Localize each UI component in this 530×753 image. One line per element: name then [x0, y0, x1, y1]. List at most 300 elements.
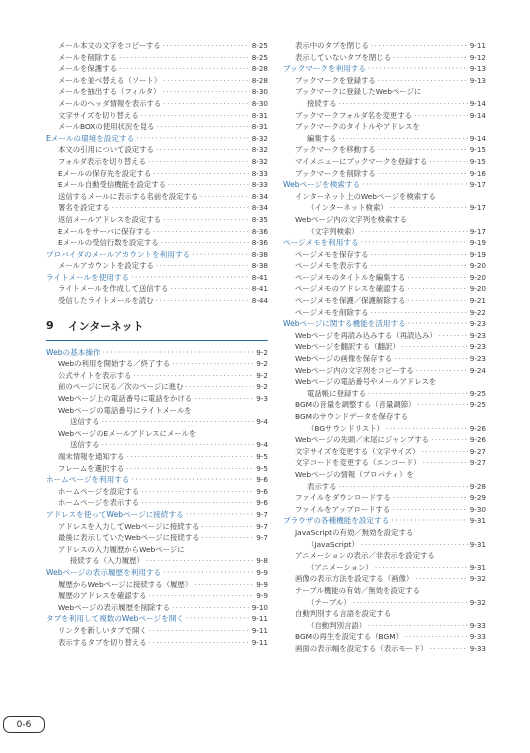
toc-section-entry [46, 133, 268, 145]
toc-entry-title: Webページの電話番号にライトメールを [58, 405, 192, 415]
toc-entry [46, 214, 268, 226]
toc-entry [283, 121, 486, 133]
toc-entry-title: ページメモのアドレスを確認する [295, 284, 406, 294]
toc-leader-dots [102, 439, 255, 451]
toc-leader-dots [390, 202, 468, 214]
toc-section-entry [283, 318, 486, 330]
toc-entry [46, 40, 268, 52]
toc-page-number: 9-3 [256, 394, 268, 404]
toc-page-number: 9-9 [256, 591, 268, 601]
toc-entry [283, 388, 486, 400]
toc-entry-title: 自動判別する言語を設定する [295, 609, 392, 619]
toc-entry [283, 446, 486, 458]
toc-page-number: 9-14 [469, 98, 486, 108]
toc-entry-title: 送信する [70, 417, 100, 427]
toc-entry-title: Webページの表示履歴を利用する [46, 567, 162, 577]
toc-entry-title: フォルダ表示を切り替える [58, 156, 147, 166]
toc-entry-title: 表示する [307, 481, 337, 491]
toc-page-number: 9-2 [256, 370, 268, 380]
toc-entry-title: 送信する [70, 440, 100, 450]
toc-entry [46, 98, 268, 110]
toc-page-number: 9-23 [469, 354, 486, 364]
toc-entry-title: ブックマークのタイトルやアドレスを [295, 122, 420, 132]
toc-page-number: 9-7 [256, 509, 268, 519]
toc-page-number: 9-13 [469, 75, 486, 85]
toc-entry-title: Webページの情報（プロパティ）を [295, 469, 414, 479]
toc-entry [283, 457, 486, 469]
toc-page-number: 9-11 [251, 614, 268, 624]
toc-entry-title: （テーブル） [307, 597, 351, 607]
toc-leader-dots [392, 504, 467, 516]
toc-entry [283, 597, 486, 609]
toc-page-number: 9-11 [469, 41, 486, 50]
toc-page-number: 9-8 [256, 556, 268, 566]
toc-page-number: 9-29 [469, 493, 486, 503]
toc-entry-title: メールを保護する [58, 64, 117, 74]
toc-entry-title: プロバイダのメールアカウントを利用する [46, 249, 191, 259]
toc-entry-title: 電話帳に登録する [307, 388, 367, 398]
toc-entry [283, 226, 486, 238]
toc-section-entry [46, 249, 268, 261]
toc-leader-dots [386, 423, 468, 435]
toc-page-number: 9-11 [251, 637, 268, 647]
toc-leader-dots [131, 272, 250, 284]
toc-page-number: 8-30 [251, 87, 268, 97]
toc-entry [46, 486, 268, 498]
toc-leader-dots [353, 597, 468, 609]
toc-entry-title: 表示していないタブを閉じる [295, 52, 392, 62]
toc-entry-title: ライトメールを作成して送信する [58, 284, 169, 294]
toc-entry-title: （JavaScript） [307, 539, 359, 549]
toc-entry-title: メールを削除する [58, 52, 117, 62]
toc-leader-dots [415, 573, 467, 585]
toc-leader-dots [157, 121, 250, 133]
toc-entry-title: ページメモを利用する [283, 238, 359, 248]
toc-entry [283, 527, 486, 539]
toc-page-number: 9-21 [469, 296, 486, 306]
toc-page-number: 8-25 [251, 52, 268, 62]
toc-entry-title: ページメモを保存する [295, 249, 369, 259]
toc-entry-title: ホームページを表示する [58, 498, 140, 508]
toc-leader-dots [202, 532, 255, 544]
toc-page-number: 9-17 [469, 203, 486, 213]
toc-entry-title: Webページを検索する [283, 180, 361, 190]
toc-entry [283, 608, 486, 620]
toc-entry-title: ページメモを削除する [295, 307, 369, 317]
toc-page-number: 9-2 [256, 382, 268, 392]
toc-page-number: 9-30 [469, 504, 486, 514]
toc-entry-title: Eメールの環境を設定する [46, 133, 135, 143]
toc-entry-title: メールを抽出する（フィルタ） [58, 87, 161, 97]
toc-entry-title: 画面の表示幅を設定する（表示モード） [295, 643, 428, 653]
toc-leader-dots [153, 168, 249, 180]
toc-leader-dots [163, 567, 254, 579]
toc-entry [283, 550, 486, 562]
toc-page-number: 8-32 [251, 133, 268, 143]
toc-section-entry [46, 509, 268, 521]
toc-entry [46, 144, 268, 156]
toc-entry [283, 40, 486, 52]
toc-page-number: 8-38 [251, 249, 268, 259]
toc-leader-dots [368, 388, 468, 400]
toc-page-number: 9-9 [256, 567, 268, 577]
toc-page-number: 9-20 [469, 261, 486, 271]
toc-entry [283, 295, 486, 307]
toc-page-number: 8-28 [251, 75, 268, 85]
toc-entry [46, 497, 268, 509]
toc-leader-dots [149, 637, 250, 649]
toc-entry-title: Webページを再読み込みする（再読込み） [295, 330, 437, 340]
toc-page-number: 8-38 [251, 261, 268, 271]
toc-entry [283, 504, 486, 516]
toc-leader-dots [168, 179, 250, 191]
toc-entry [46, 110, 268, 122]
toc-entry [46, 202, 268, 214]
toc-section-entry [283, 515, 486, 527]
toc-entry-title: 前のページに戻る／次のページに進む [58, 382, 184, 392]
toc-leader-dots [163, 40, 250, 52]
toc-entry-title: BGMのサウンドデータを保存する [295, 412, 409, 421]
toc-entry [283, 411, 486, 423]
toc-leader-dots [148, 156, 250, 168]
toc-leader-dots [378, 144, 468, 156]
toc-section-entry [46, 347, 268, 359]
toc-leader-dots [391, 515, 467, 527]
toc-entry-title: ライトメールを使用する [46, 272, 130, 282]
toc-leader-dots [136, 133, 250, 145]
toc-leader-dots [141, 110, 250, 122]
toc-leader-dots [112, 202, 250, 214]
toc-page-number: 9-17 [469, 226, 486, 236]
toc-entry-title: メール本文の文字をコピーする [58, 41, 161, 50]
toc-entry-title: メールBOXの使用状況を見る [58, 122, 155, 132]
toc-section-entry [46, 613, 268, 625]
toc-entry [46, 637, 268, 649]
toc-entry-title: インターネット上のWebページを検索する [295, 191, 436, 201]
toc-entry [46, 521, 268, 533]
toc-page-number: 9-14 [469, 133, 486, 143]
toc-entry-title: マイメニューにブックマークを登録する [295, 156, 428, 166]
toc-section-entry [46, 272, 268, 284]
toc-page-number: 8-31 [251, 110, 268, 120]
toc-page-number: 9-31 [469, 516, 486, 526]
toc-leader-dots [156, 260, 250, 272]
toc-group-mail [46, 40, 268, 307]
toc-entry [46, 428, 268, 440]
toc-entry [283, 620, 486, 632]
toc-leader-dots [149, 625, 250, 637]
toc-leader-dots [361, 226, 468, 238]
toc-page-number: 9-6 [256, 498, 268, 508]
toc-entry-title: フレームを選択する [58, 463, 125, 473]
toc-leader-dots [148, 590, 254, 602]
toc-leader-dots [133, 370, 254, 382]
toc-leader-dots [126, 463, 254, 475]
toc-page-number: 8-28 [251, 64, 268, 74]
toc-entry-title: 履歴のアドレスを確認する [58, 591, 147, 601]
toc-leader-dots [127, 451, 255, 463]
toc-entry-title: Eメール自動受信機能を設定する [58, 180, 166, 190]
toc-page-number: 9-32 [469, 574, 486, 584]
toc-entry-title: Webページ内の文字列を検索する [295, 214, 408, 224]
toc-entry [46, 283, 268, 295]
toc-leader-dots [186, 509, 255, 521]
toc-page-number: 9-15 [469, 156, 486, 166]
toc-entry [46, 156, 268, 168]
toc-leader-dots [418, 399, 468, 411]
toc-entry-title: 接続する [307, 98, 337, 108]
toc-entry [283, 260, 486, 272]
toc-section-entry [283, 179, 486, 191]
toc-leader-dots [172, 358, 254, 370]
page-number-badge: 0-6 [3, 716, 45, 733]
toc-page-number: 9-23 [469, 342, 486, 352]
toc-entry-title: Eメールの受信行数を設定する [58, 238, 159, 248]
toc-entry [283, 492, 486, 504]
toc-entry [283, 341, 486, 353]
toc-page-number: 9-20 [469, 272, 486, 282]
toc-leader-dots [378, 75, 468, 87]
toc-entry [283, 376, 486, 388]
toc-entry [46, 544, 268, 556]
toc-entry [46, 191, 268, 203]
toc-page-number: 8-44 [251, 296, 268, 306]
toc-entry [46, 358, 268, 370]
toc-entry [283, 202, 486, 214]
toc-entry-title: Webページに関する機能を活用する [283, 319, 406, 329]
toc-entry-title: 受信したライトメールを読む [58, 296, 154, 306]
toc-entry [283, 585, 486, 597]
toc-section-entry [283, 63, 486, 75]
toc-entry-title: 編集する [307, 133, 337, 143]
toc-entry [46, 555, 268, 567]
toc-leader-dots [408, 295, 468, 307]
toc-page-number: 9-5 [256, 452, 268, 461]
toc-entry [46, 625, 268, 637]
toc-page-number: 8-33 [251, 168, 268, 178]
toc-entry-title: （アニメーション） [307, 562, 373, 572]
toc-entry-title: Eメールをサーバに保存する [58, 226, 151, 236]
toc-entry [283, 144, 486, 156]
toc-leader-dots [163, 98, 249, 110]
toc-entry-title: Webページ上の電話番号に電話をかける [58, 394, 193, 404]
toc-entry-title: 文字コードを変更する（エンコード） [295, 458, 421, 468]
toc-entry [283, 168, 486, 180]
toc-page-number: 9-2 [256, 359, 268, 369]
toc-entry-title: 端末情報を通知する [58, 452, 125, 461]
toc-leader-dots [368, 63, 468, 75]
toc-column-left [46, 40, 268, 648]
toc-leader-dots [402, 341, 468, 353]
toc-page-number: 9-6 [256, 475, 268, 485]
toc-section-entry [46, 474, 268, 486]
toc-entry-title: BGMの再生を設定する（BGM） [295, 632, 403, 642]
toc-entry-title: ブックマークを登録する [295, 75, 376, 85]
toc-page-number: 9-22 [469, 307, 486, 317]
toc-entry-title: WebページのEメールアドレスにメールを [58, 428, 197, 438]
toc-entry-title: ホームページを設定する [58, 486, 140, 496]
toc-entry [283, 469, 486, 481]
toc-entry-title: メールを並べ替える（ソート） [58, 75, 162, 85]
toc-entry-title: アニメーションの表示／非表示を設定する [295, 551, 435, 561]
toc-entry-title: 最後に表示していたWebページに接続する [58, 533, 200, 543]
toc-entry [46, 168, 268, 180]
toc-entry-title: Webページを翻訳する（翻訳） [295, 342, 400, 352]
toc-page-number: 9-12 [469, 52, 486, 62]
toc-leader-dots [439, 330, 468, 342]
toc-entry-title: タブを利用して複数のWebページを開く [46, 614, 184, 624]
toc-entry [283, 249, 486, 261]
toc-entry [283, 214, 486, 226]
toc-leader-dots [421, 446, 467, 458]
toc-page-number: 9-26 [469, 435, 486, 445]
toc-leader-dots [146, 555, 254, 567]
toc-leader-dots [408, 318, 468, 330]
toc-entry-title: 文字サイズを切り替える [58, 110, 139, 120]
toc-entry-title: ブックマークを利用する [283, 64, 366, 74]
toc-leader-dots [393, 492, 468, 504]
toc-entry [283, 156, 486, 168]
toc-leader-dots [163, 75, 249, 87]
toc-page-number: 9-19 [469, 249, 486, 259]
toc-leader-dots [407, 272, 467, 284]
toc-entry [283, 434, 486, 446]
toc-entry [46, 451, 268, 463]
toc-entry [283, 481, 486, 493]
toc-leader-dots [200, 191, 249, 203]
toc-entry [283, 86, 486, 98]
toc-page-number: 8-35 [251, 214, 268, 224]
toc-leader-dots [371, 40, 468, 52]
toc-leader-dots [194, 579, 254, 591]
toc-entry-title: ホームページを利用する [46, 475, 130, 485]
toc-entry [283, 353, 486, 365]
toc-page-number: 8-25 [251, 41, 268, 50]
toc-leader-dots [361, 539, 468, 551]
toc-entry-title: 履歴からWebページに接続する（履歴） [58, 579, 193, 589]
toc-entry-title: ファイルをダウンロードする [295, 493, 391, 503]
toc-entry-title: Webページ内の文字列をコピーする [295, 365, 414, 375]
toc-entry [283, 562, 486, 574]
toc-entry-title: ブックマークに登録したWebページに [295, 87, 422, 97]
toc-page-number: 9-33 [469, 620, 486, 630]
toc-entry [283, 399, 486, 411]
toc-leader-dots [371, 307, 468, 319]
toc-leader-dots [153, 226, 250, 238]
toc-page-number: 9-13 [469, 64, 486, 74]
toc-entry-title: アドレスを入力してWebページに接続する [58, 521, 200, 531]
toc-leader-dots [162, 86, 249, 98]
toc-entry [46, 295, 268, 307]
toc-entry-title: 公式サイトを表示する [58, 370, 132, 380]
toc-group-internet [46, 347, 268, 648]
toc-section-entry [46, 567, 268, 579]
toc-entry-title: 送信するメールに表示する名前を設定する [58, 191, 199, 201]
toc-entry-title: BGMの音量を調整する（音量調節） [295, 400, 416, 410]
toc-page-number: 9-17 [469, 180, 486, 190]
toc-leader-dots [368, 620, 468, 632]
toc-leader-dots [194, 393, 254, 405]
toc-page-number: 9-23 [469, 319, 486, 329]
toc-page-number: 9-9 [256, 579, 268, 589]
toc-leader-dots [141, 486, 254, 498]
toc-page-number: 8-31 [251, 122, 268, 132]
toc-entry [283, 98, 486, 110]
toc-entry-title: 署名を設定する [58, 203, 110, 213]
toc-entry [283, 191, 486, 203]
toc-entry-title: 画像の表示方法を設定する（画像） [295, 574, 414, 584]
toc-entry [46, 405, 268, 417]
toc-leader-dots [416, 365, 468, 377]
toc-entry-title: メールのヘッダ情報を表示する [58, 98, 162, 108]
toc-leader-dots [339, 133, 468, 145]
toc-page-number: 9-23 [469, 330, 486, 340]
toc-leader-dots [186, 613, 250, 625]
toc-entry [46, 52, 268, 64]
toc-page-number: 9-25 [469, 388, 486, 398]
toc-entry [46, 416, 268, 428]
toc-entry-title: Webの利用を開始する／終了する [58, 359, 171, 369]
toc-page-number: 9-4 [256, 440, 268, 450]
toc-entry-title: ブックマークを削除する [295, 168, 376, 178]
toc-leader-dots [119, 63, 250, 75]
toc-entry [46, 260, 268, 272]
toc-leader-dots [339, 481, 468, 493]
toc-page-number: 8-33 [251, 180, 268, 190]
toc-entry-title: ページメモを保護／保護解除する [295, 296, 406, 306]
toc-entry-title: （インターネット検索） [307, 203, 388, 213]
toc-entry [46, 463, 268, 475]
toc-leader-dots [371, 260, 468, 272]
toc-entry [46, 370, 268, 382]
toc-entry [46, 439, 268, 451]
toc-entry-title: Webの基本操作 [46, 347, 101, 357]
toc-entry-title: 本文の引用について設定する [58, 145, 154, 155]
toc-leader-dots [192, 249, 250, 261]
toc-page-number: 9-31 [469, 539, 486, 549]
toc-entry [46, 590, 268, 602]
toc-page-number: 8-36 [251, 226, 268, 236]
toc-leader-dots [156, 144, 250, 156]
toc-entry-title: Eメールの保存先を設定する [58, 168, 152, 178]
toc-entry [283, 307, 486, 319]
toc-entry [283, 573, 486, 585]
toc-page-number: 9-10 [251, 602, 268, 612]
toc-leader-dots [423, 457, 468, 469]
toc-page-number: 9-33 [469, 643, 486, 653]
toc-leader-dots [362, 179, 468, 191]
toc-entry-title: ブックマークを移動する [295, 145, 376, 155]
toc-entry [283, 52, 486, 64]
chapter-title: インターネット [67, 319, 144, 333]
toc-page-number: 9-26 [469, 423, 486, 433]
toc-entry-title: メールアカウントを設定する [58, 261, 154, 271]
toc-entry [46, 226, 268, 238]
toc-leader-dots [431, 434, 468, 446]
toc-page-number: 9-2 [256, 347, 268, 357]
toc-entry-title: （文字列検索） [307, 226, 359, 236]
toc-leader-dots [102, 416, 255, 428]
toc-page-number: 9-6 [256, 486, 268, 496]
toc-leader-dots [371, 249, 468, 261]
toc-entry-title: JavaScriptの有効／無効を設定する [295, 527, 414, 537]
toc-page-number: 9-27 [469, 446, 486, 456]
toc-page-number: 8-34 [251, 203, 268, 213]
toc-entry-title: ページメモのタイトルを編集する [295, 272, 406, 282]
toc-leader-dots [201, 521, 254, 533]
toc-leader-dots [170, 283, 249, 295]
toc-leader-dots [163, 214, 250, 226]
